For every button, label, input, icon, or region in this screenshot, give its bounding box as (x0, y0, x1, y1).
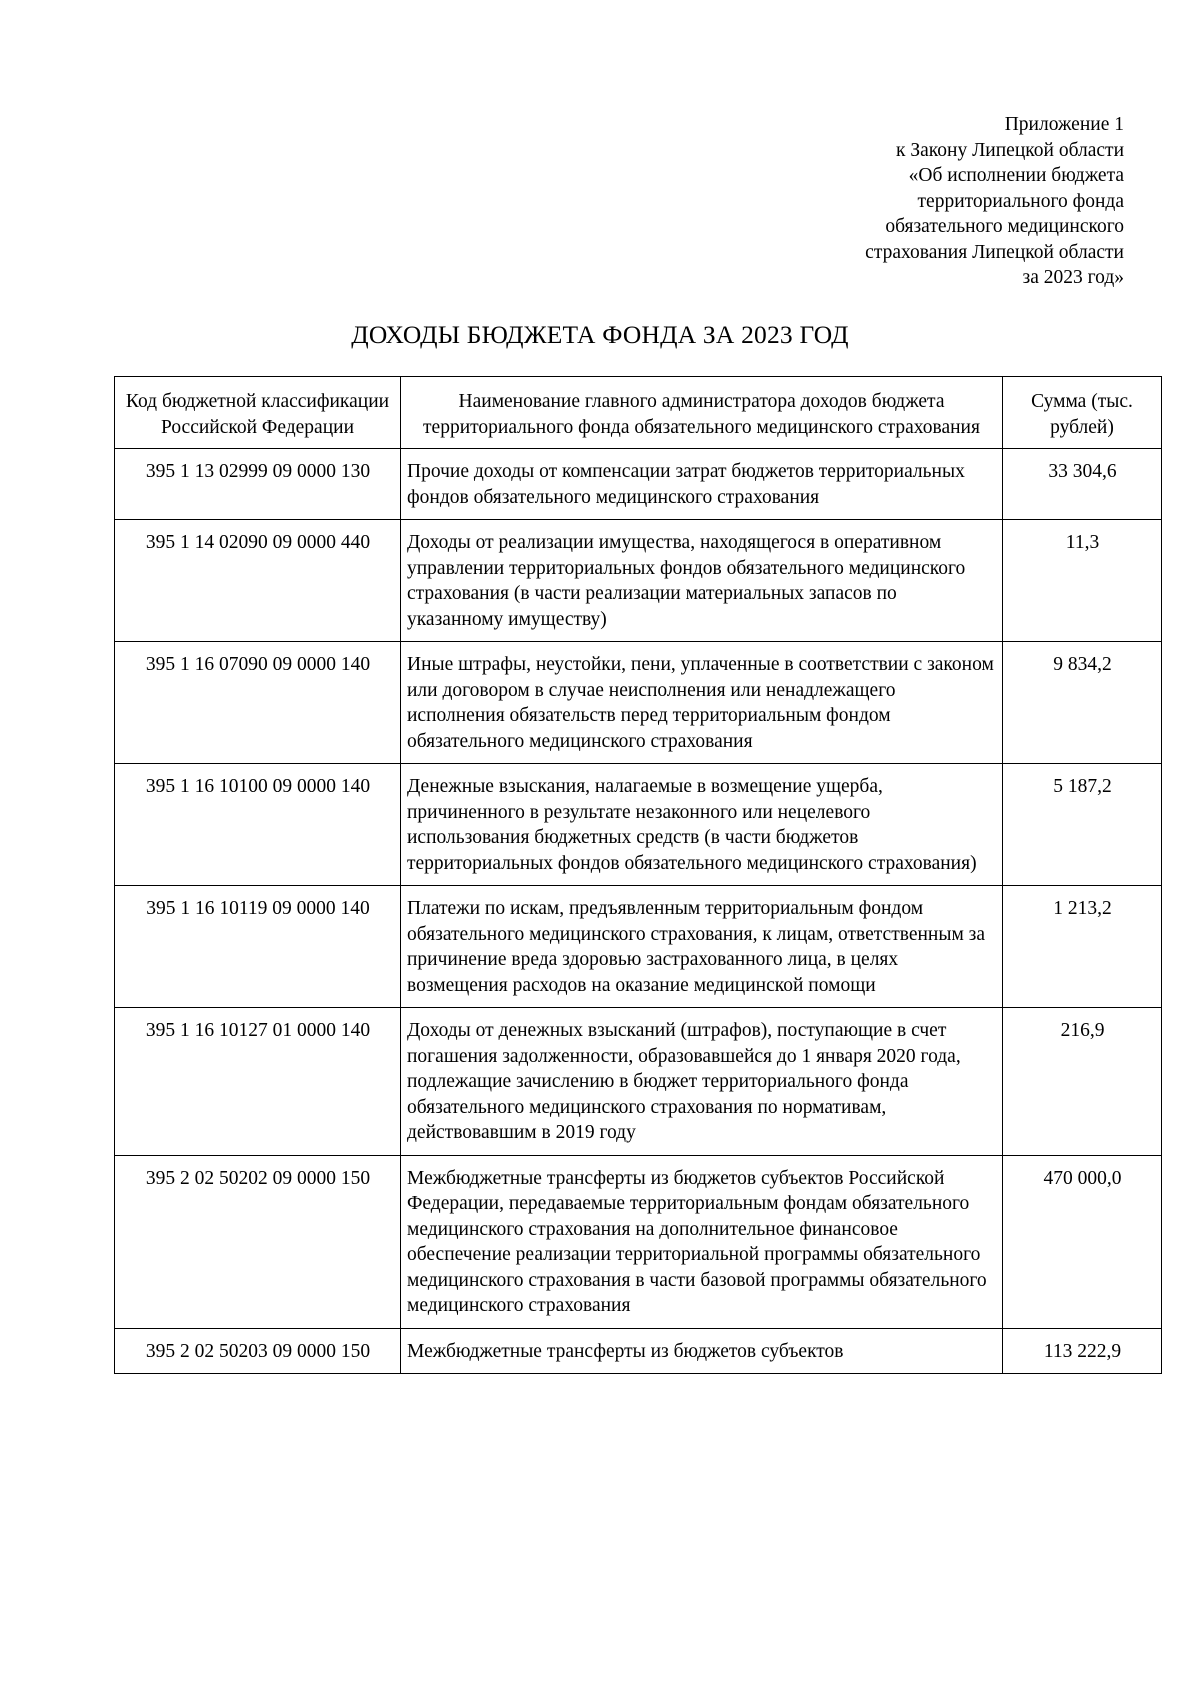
cell-code: 395 1 14 02090 09 0000 440 (115, 520, 401, 642)
header-sum: Сумма (тыс. рублей) (1003, 377, 1162, 449)
header-code: Код бюджетной классификации Российской Федерации (115, 377, 401, 449)
appendix-line: за 2023 год» (1022, 267, 1124, 288)
cell-name: Платежи по искам, предъявленным территориальным фондом обязательного медицинского страхования, к лицам, ответственным за причинение вреда здоровью застрахованного лица, в целях возмещения расходов на оказание медицинской помощи (401, 886, 1003, 1008)
cell-sum: 11,3 (1003, 520, 1162, 642)
appendix-reference (604, 112, 1124, 291)
cell-sum: 9 834,2 (1003, 642, 1162, 764)
header-name: Наименование главного администратора доходов бюджета территориального фонда обязательного медицинского страхования (401, 377, 1003, 449)
appendix-line: территориального фонда (917, 190, 1124, 212)
cell-name: Денежные взыскания, налагаемые в возмещение ущерба, причиненного в результате незаконного или нецелевого использования бюджетных средств (в части бюджетов территориальных фондов обязательного медицинского страхования) (401, 764, 1003, 886)
cell-sum: 33 304,6 (1003, 449, 1162, 520)
table-row (115, 520, 1162, 642)
cell-code: 395 1 16 10119 09 0000 140 (115, 886, 401, 1008)
cell-code: 395 1 16 10100 09 0000 140 (115, 764, 401, 886)
cell-code: 395 1 16 07090 09 0000 140 (115, 642, 401, 764)
cell-sum: 113 222,9 (1003, 1328, 1162, 1374)
cell-name: Межбюджетные трансферты из бюджетов субъектов (401, 1328, 1003, 1374)
appendix-line: к Закону Липецкой области (896, 139, 1124, 161)
cell-code: 395 1 13 02999 09 0000 130 (115, 449, 401, 520)
table-header-row (115, 377, 1162, 449)
table-row (115, 1328, 1162, 1374)
table-row (115, 642, 1162, 764)
table-row (115, 1008, 1162, 1156)
cell-name: Доходы от реализации имущества, находящегося в оперативном управлении территориальных фондов обязательного медицинского страхования (в части реализации материальных запасов по указанному имуществу) (401, 520, 1003, 642)
table-row (115, 449, 1162, 520)
cell-code: 395 2 02 50202 09 0000 150 (115, 1155, 401, 1328)
page-title: ДОХОДЫ БЮДЖЕТА ФОНДА ЗА 2023 ГОД (351, 320, 849, 349)
table-row (115, 886, 1162, 1008)
cell-name: Доходы от денежных взысканий (штрафов), поступающие в счет погашения задолженности, образовавшейся до 1 января 2020 года, подлежащие зачислению в бюджет территориального фонда обязательного медицинского страхования по нормативам, действовавшим в 2019 году (401, 1008, 1003, 1156)
cell-code: 395 1 16 10127 01 0000 140 (115, 1008, 401, 1156)
cell-sum: 470 000,0 (1003, 1155, 1162, 1328)
appendix-line: «Об исполнении бюджета (908, 165, 1124, 186)
appendix-line: обязательного медицинского (885, 216, 1124, 237)
cell-code: 395 2 02 50203 09 0000 150 (115, 1328, 401, 1374)
cell-name: Прочие доходы от компенсации затрат бюджетов территориальных фондов обязательного медицинского страхования (401, 449, 1003, 520)
cell-sum: 1 213,2 (1003, 886, 1162, 1008)
appendix-line: страхования Липецкой области (865, 241, 1124, 263)
cell-name: Иные штрафы, неустойки, пени, уплаченные в соответствии с законом или договором в случае неисполнения или ненадлежащего исполнения обязательств перед территориальным фондом обязательного медицинского страхования (401, 642, 1003, 764)
cell-sum: 216,9 (1003, 1008, 1162, 1156)
table-row (115, 764, 1162, 886)
cell-sum: 5 187,2 (1003, 764, 1162, 886)
table-row (115, 1155, 1162, 1328)
income-table (114, 376, 1162, 1374)
appendix-line: Приложение 1 (1004, 114, 1124, 135)
cell-name: Межбюджетные трансферты из бюджетов субъектов Российской Федерации, передаваемые территориальным фондам обязательного медицинского страхования на дополнительное финансовое обеспечение реализации территориальной программы обязательного медицинского страхования в части базовой программы обязательного медицинского страхования (401, 1155, 1003, 1328)
